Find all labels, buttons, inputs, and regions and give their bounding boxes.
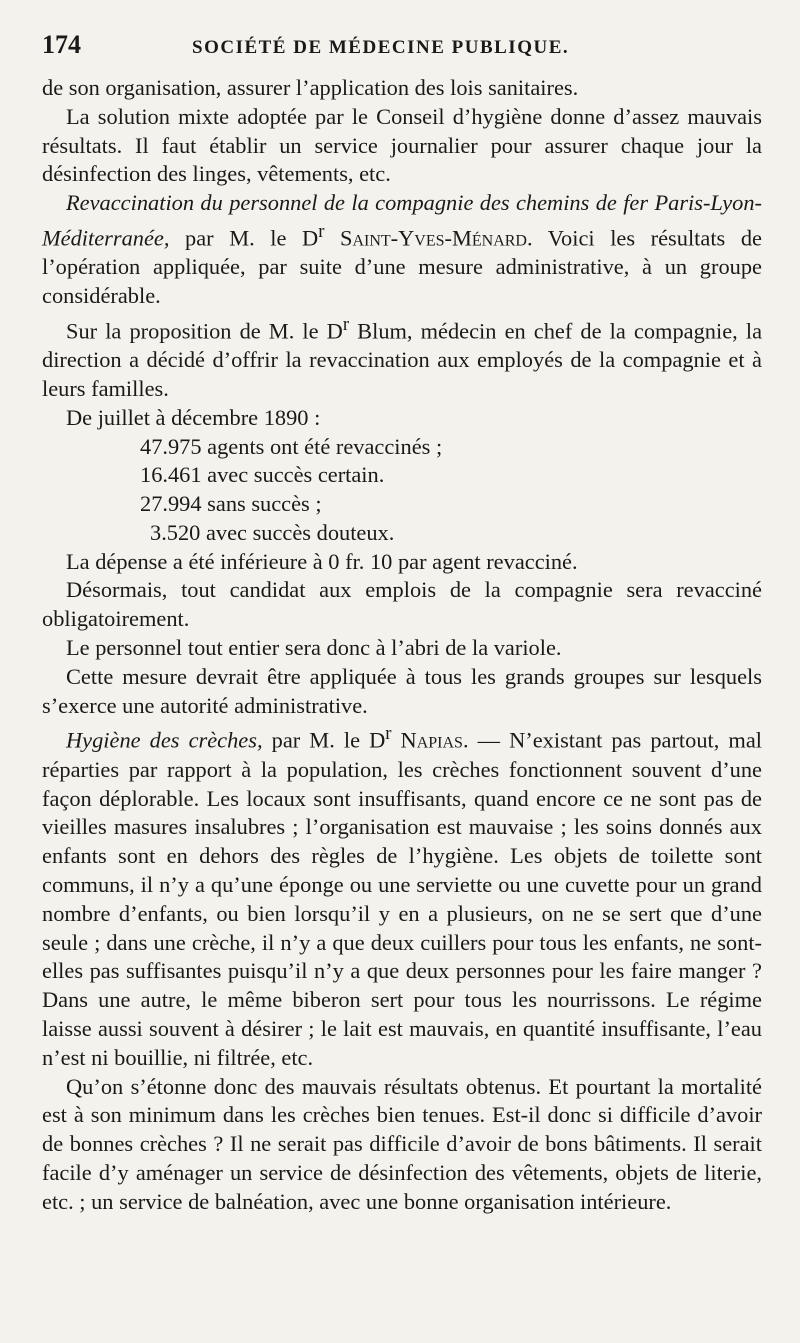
paragraph-text: Sur la proposition de M. le D [66,318,343,344]
author-name: Napias [391,727,463,753]
paragraph-period: De juillet à décembre 1890 : [66,404,321,430]
author-name: Saint-Yves-Ménard [324,225,527,251]
paragraph-creches [42,720,762,1072]
body-text [42,74,762,1216]
paragraph-proposition [42,311,762,404]
doctor-abbrev-sup: r [385,723,392,745]
running-head [42,30,762,66]
journal-title: SOCIÉTÉ DE MÉDECINE PUBLIQUE. [192,37,570,58]
statistics-line: 3.520 avec succès douteux. [150,519,395,545]
section-title-creches: Hygiène des crèches, [66,727,263,753]
section-title-revaccination: Revaccination du personnel de la compagnie des chemins de fer Paris-Lyon-Méditerranée, [42,190,762,251]
paragraph-revaccination [42,189,762,311]
page-number: 174 [42,30,81,59]
paragraph-text: Blum, médecin en chef de la compagnie, la direction a décidé d’offrir la revaccination aux employés de la compagnie et à leurs familles. [42,318,763,401]
statistics-line: 16.461 avec succès certain. [140,462,385,488]
statistics-line: 27.994 sans succès ; [140,491,322,517]
paragraph-recommendation: Cette mesure devrait être appliquée à tous les grands groupes sur lesquels s’exerce une autorité administrative. [42,663,762,718]
paragraph-obligation: Désormais, tout candidat aux emplois de la compagnie sera revacciné obligatoirement. [42,577,762,632]
statistics-line: 47.975 agents ont été revaccinés ; [140,433,443,459]
paragraph-text: . — N’existant pas partout, mal réparties par rapport à la population, les crèches fonctionnent souvent d’une façon déplorable. Les locaux sont insuffisants, quand encore ce ne sont pas de vieilles masures insalubres ; l’organisation est mauvaise ; les soins donnés aux enfants sont en dehors des règles de l’hygiène. Les objets de toilette sont communs, il n’y a qu’une éponge ou une serviette ou une cuvette pour un grand nombre d’enfants, ou bien lorsqu’il y en a plusieurs, on ne se sert que d’une seule ; dans une crèche, il n’y a que deux cuillers pour tous les enfants, ne sont-elles pas suffisantes puisqu’il n’y a que deux personnes pour les faire manger ? Dans une autre, le même biberon sert pour tous les nourrissons. Le régime laisse aussi souvent à désirer ; le lait est mauvais, en quantité insuffisante, l’eau n’est ni bouillie, ni filtrée, etc. [42,727,762,1070]
byline-prefix: par M. le D [262,727,386,753]
doctor-abbrev-sup: r [318,220,325,242]
paragraph-conseil-hygiene: La solution mixte adoptée par le Conseil d’hygiène donne d’assez mauvais résultats. Il faut établir un service journalier pour assurer chaque jour la désinfection des linges, vêtements, etc. [42,103,762,187]
paragraph-text: . Voici les résultats de l’opération appliquée, par suite d’une mesure administrative, à un groupe considérable. [42,225,762,309]
doctor-abbrev-sup: r [342,313,350,335]
paragraph-conclusion: Qu’on s’étonne donc des mauvais résultats obtenus. Et pourtant la mortalité est à son minimum dans les crèches bien tenues. Est-il donc si difficile d’avoir de bonnes crèches ? Il ne serait pas difficile d’avoir de bons bâtiments. Il serait facile d’y aménager un service de désinfection des vêtements, objets de literie, etc. ; un service de balnéation, avec une bonne organisation intérieure. [42,1073,762,1214]
paragraph-continuation: de son organisation, assurer l’application des lois sanitaires. [42,75,579,100]
paragraph-protection: Le personnel tout entier sera donc à l’abri de la variole. [66,635,562,661]
byline-prefix: par M. le D [169,225,319,251]
paragraph-cost: La dépense a été inférieure à 0 fr. 10 par agent revacciné. [66,548,578,574]
